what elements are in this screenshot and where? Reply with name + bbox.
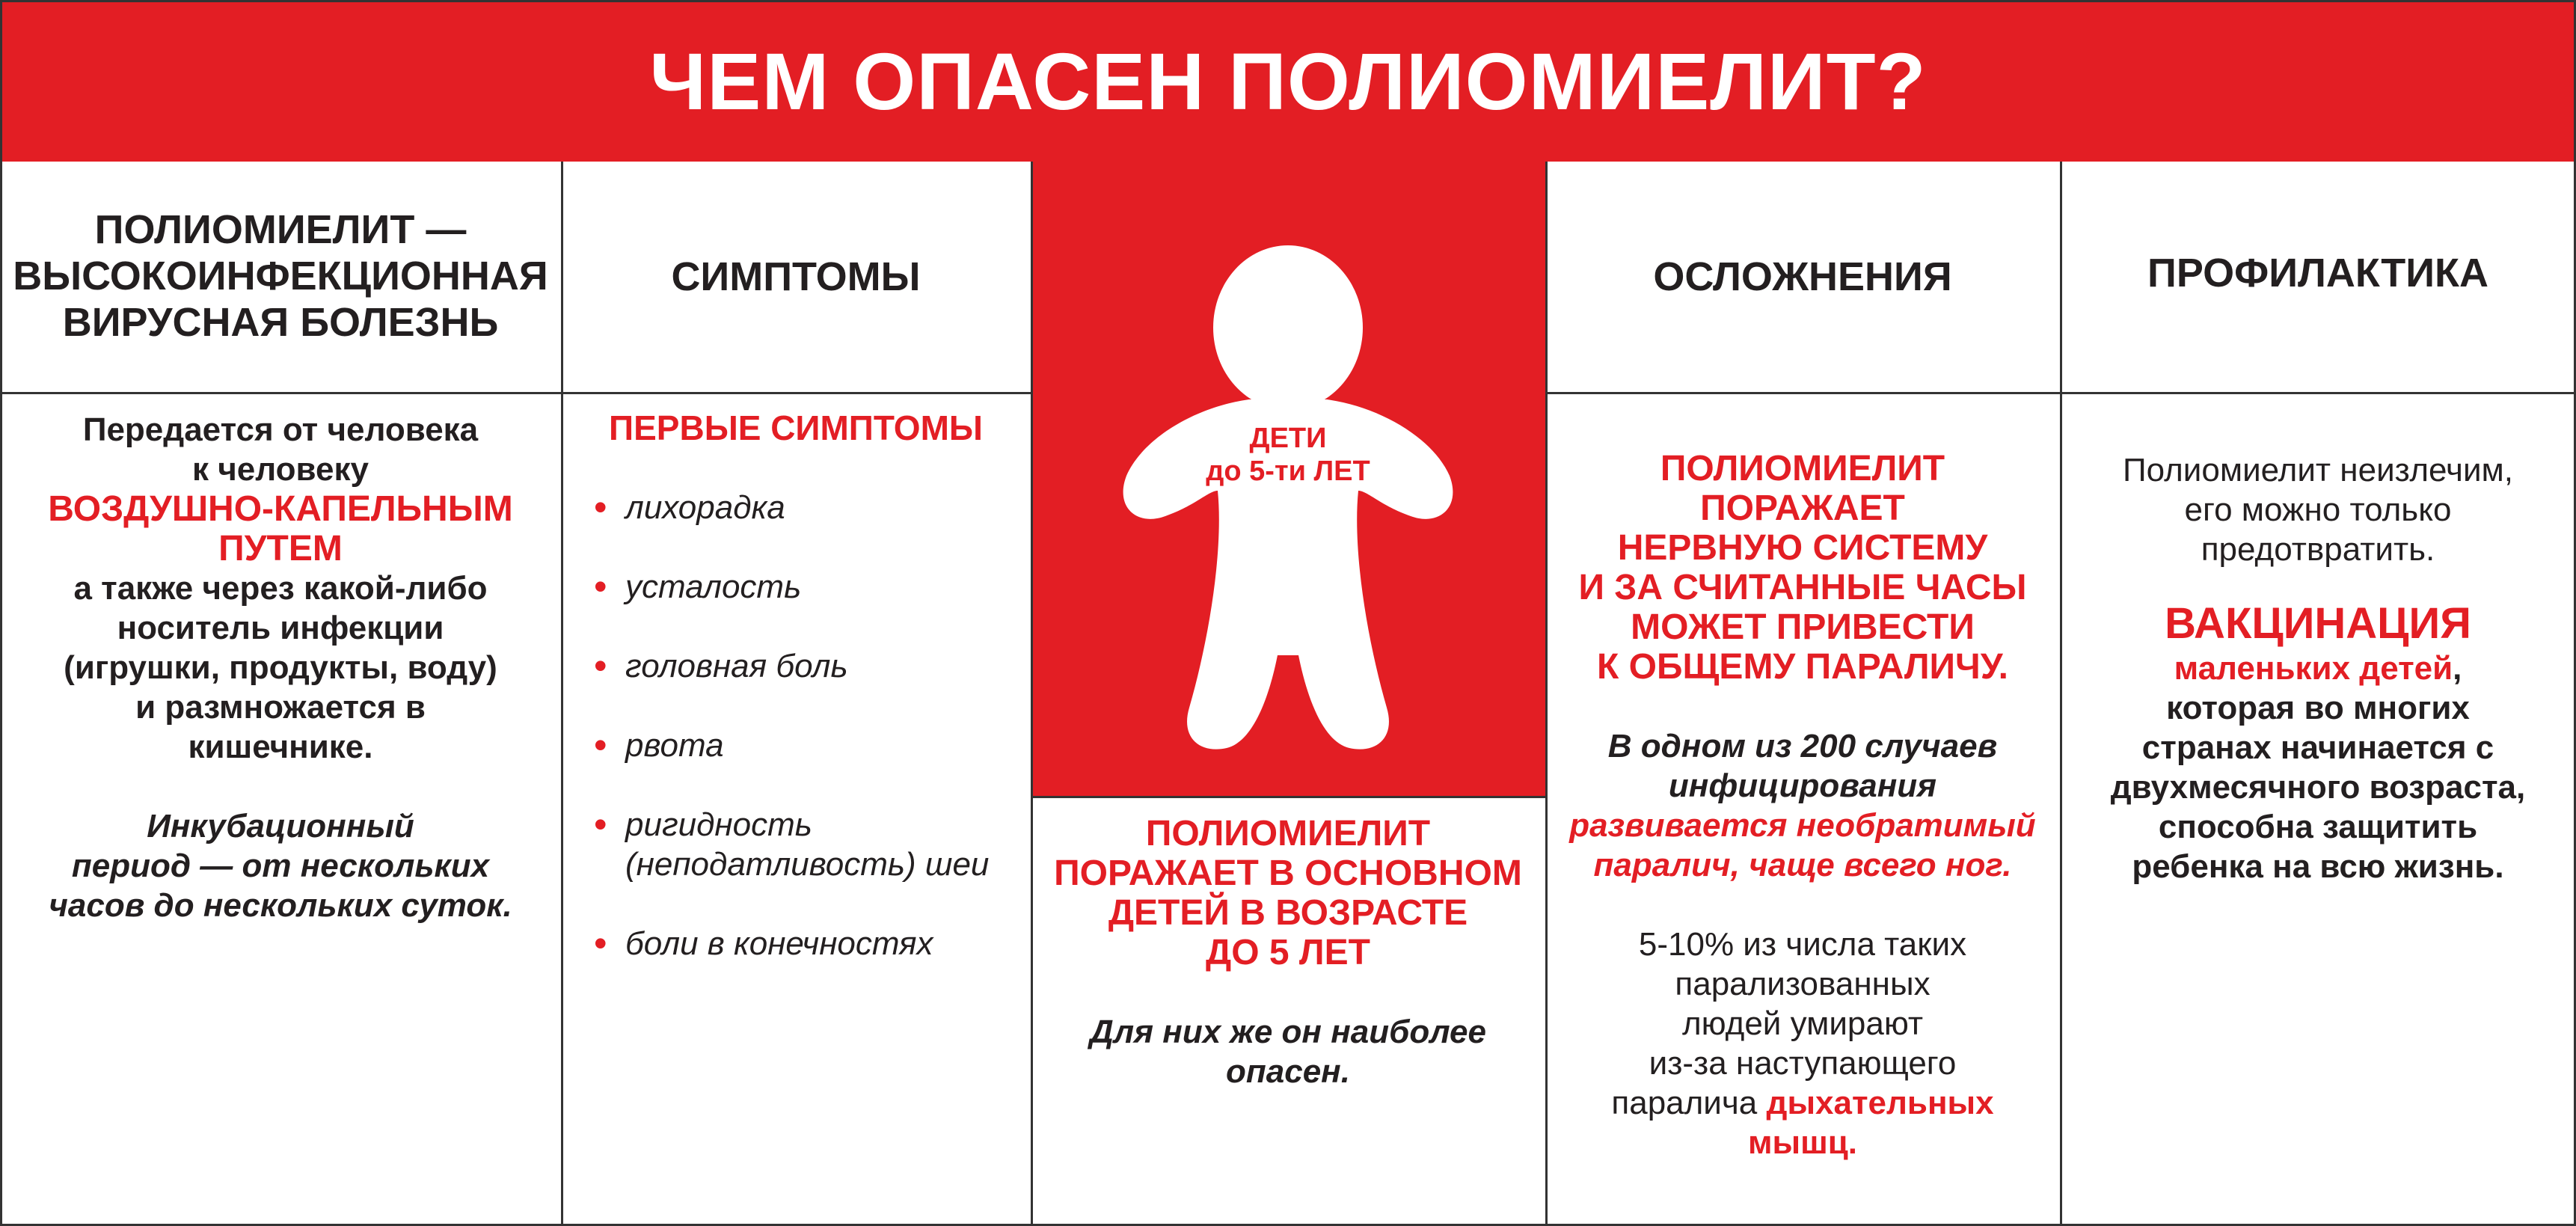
child-label bbox=[1031, 422, 1545, 488]
header-line: ПОЛИОМИЕЛИТ — bbox=[94, 207, 467, 252]
col3-body bbox=[1031, 814, 1545, 1091]
col2-body bbox=[561, 408, 1031, 1003]
text-line-italic: Для них же он наиболее bbox=[1090, 1014, 1486, 1050]
text-line-red: ПОЛИОМИЕЛИТ bbox=[1660, 449, 1945, 488]
row-divider bbox=[1545, 392, 2576, 394]
col1-body bbox=[0, 410, 561, 925]
text-line: кишечнике. bbox=[188, 729, 373, 765]
text-line-red: МОЖЕТ ПРИВЕСТИ bbox=[1631, 607, 1975, 647]
text-line: и размножается в bbox=[135, 689, 426, 726]
text-line: носитель инфекции bbox=[117, 610, 444, 646]
text-line-red: К ОБЩЕМУ ПАРАЛИЧУ. bbox=[1597, 647, 2008, 687]
text-line-red: ПУТЕМ bbox=[218, 529, 343, 568]
col5-body bbox=[2060, 450, 2576, 886]
text-line-italic: период — от нескольких bbox=[71, 848, 490, 884]
text-line-red: ПОРАЖАЕТ bbox=[1700, 488, 1905, 528]
text-line-italic: часов до нескольких суток. bbox=[49, 887, 512, 924]
text-line: двухмесячного возраста, bbox=[2110, 769, 2526, 806]
text-line-italic: Инкубационный bbox=[147, 808, 414, 845]
text-line-red: ПОЛИОМИЕЛИТ bbox=[1145, 814, 1431, 853]
text-span: паралича bbox=[1611, 1085, 1758, 1121]
text-line: а также через какой-либо bbox=[73, 570, 488, 607]
child-label-line: до 5-ти ЛЕТ bbox=[1206, 456, 1370, 487]
text-line: Передается от человека bbox=[82, 411, 479, 448]
text-line-red: НЕРВНУЮ СИСТЕМУ bbox=[1617, 528, 1988, 568]
text-span-red: дыхательных bbox=[1766, 1085, 1994, 1121]
info-grid bbox=[0, 162, 2576, 1226]
col4-body bbox=[1545, 449, 2060, 1162]
text-line-red: И ЗА СЧИТАННЫЕ ЧАСЫ bbox=[1578, 568, 2027, 607]
symptom-item: • усталость bbox=[594, 567, 998, 607]
vaccination-title: ВАКЦИНАЦИЯ bbox=[2165, 599, 2471, 648]
row-divider bbox=[1031, 796, 1545, 798]
text-line-red: ВОЗДУШНО-КАПЕЛЬНЫМ bbox=[48, 489, 513, 529]
text-line: ребенка на всю жизнь. bbox=[2132, 848, 2504, 885]
text-line: 5-10% из числа таких bbox=[1638, 926, 1967, 963]
symptom-item: • лихорадка bbox=[594, 488, 998, 527]
text-line: странах начинается с bbox=[2141, 729, 2494, 766]
text-line: (игрушки, продукты, воду) bbox=[64, 649, 497, 686]
text-line: предотвратить. bbox=[2201, 531, 2435, 568]
text-span-red: маленьких детей bbox=[2174, 650, 2453, 687]
symptom-item: • ригидность (неподатливость) шеи bbox=[594, 805, 998, 884]
header-line: ВИРУСНАЯ БОЛЕЗНЬ bbox=[62, 300, 499, 345]
text-line: его можно только bbox=[2184, 491, 2452, 528]
child-label-line: ДЕТИ bbox=[1249, 423, 1327, 454]
text-line: способна защитить bbox=[2158, 809, 2478, 845]
text-line-italic: опасен. bbox=[1226, 1053, 1350, 1090]
symptom-item: • головная боль bbox=[594, 646, 998, 686]
text-line-italic: В одном из 200 случаев bbox=[1607, 728, 1998, 764]
text-line-italic: инфицирования bbox=[1668, 767, 1937, 804]
col2-header: СИМПТОМЫ bbox=[671, 254, 921, 299]
text-line-italic-red: паралич, чаще всего ног. bbox=[1593, 847, 2012, 883]
text-line-red: ПОРАЖАЕТ В ОСНОВНОМ bbox=[1054, 853, 1522, 893]
text-line: которая во многих bbox=[2166, 690, 2470, 726]
child-panel bbox=[1031, 162, 1545, 796]
text-line-italic-red: развивается необратимый bbox=[1569, 807, 2036, 844]
col1-header bbox=[0, 206, 561, 393]
text-span: , bbox=[2453, 650, 2462, 687]
text-line bbox=[2174, 649, 2462, 688]
text-line-red: ДЕТЕЙ В ВОЗРАСТЕ bbox=[1108, 893, 1468, 933]
text-line: Полиомиелит неизлечим, bbox=[2122, 452, 2513, 488]
col4-header: ОСЛОЖНЕНИЯ bbox=[1653, 254, 1952, 299]
symptom-item: • рвота bbox=[594, 726, 998, 765]
symptoms-subheader: ПЕРВЫЕ СИМПТОМЫ bbox=[609, 408, 983, 447]
symptom-list bbox=[594, 488, 998, 1003]
text-line bbox=[1611, 1083, 1993, 1123]
text-line-red: мышц. bbox=[1747, 1124, 1858, 1161]
text-line: людей умирают bbox=[1681, 1005, 1924, 1042]
text-line: из-за наступающего bbox=[1649, 1045, 1957, 1082]
poster-title: ЧЕМ ОПАСЕН ПОЛИОМИЕЛИТ? bbox=[0, 0, 2576, 162]
text-line: парализованных bbox=[1675, 966, 1931, 1002]
header-line: ВЫСОКОИНФЕКЦИОННАЯ bbox=[13, 254, 548, 298]
text-line: к человеку bbox=[192, 451, 369, 488]
symptom-item: • боли в конечностях bbox=[594, 924, 998, 963]
col5-header: ПРОФИЛАКТИКА bbox=[2147, 251, 2488, 295]
text-line-red: ДО 5 ЛЕТ bbox=[1206, 933, 1370, 972]
